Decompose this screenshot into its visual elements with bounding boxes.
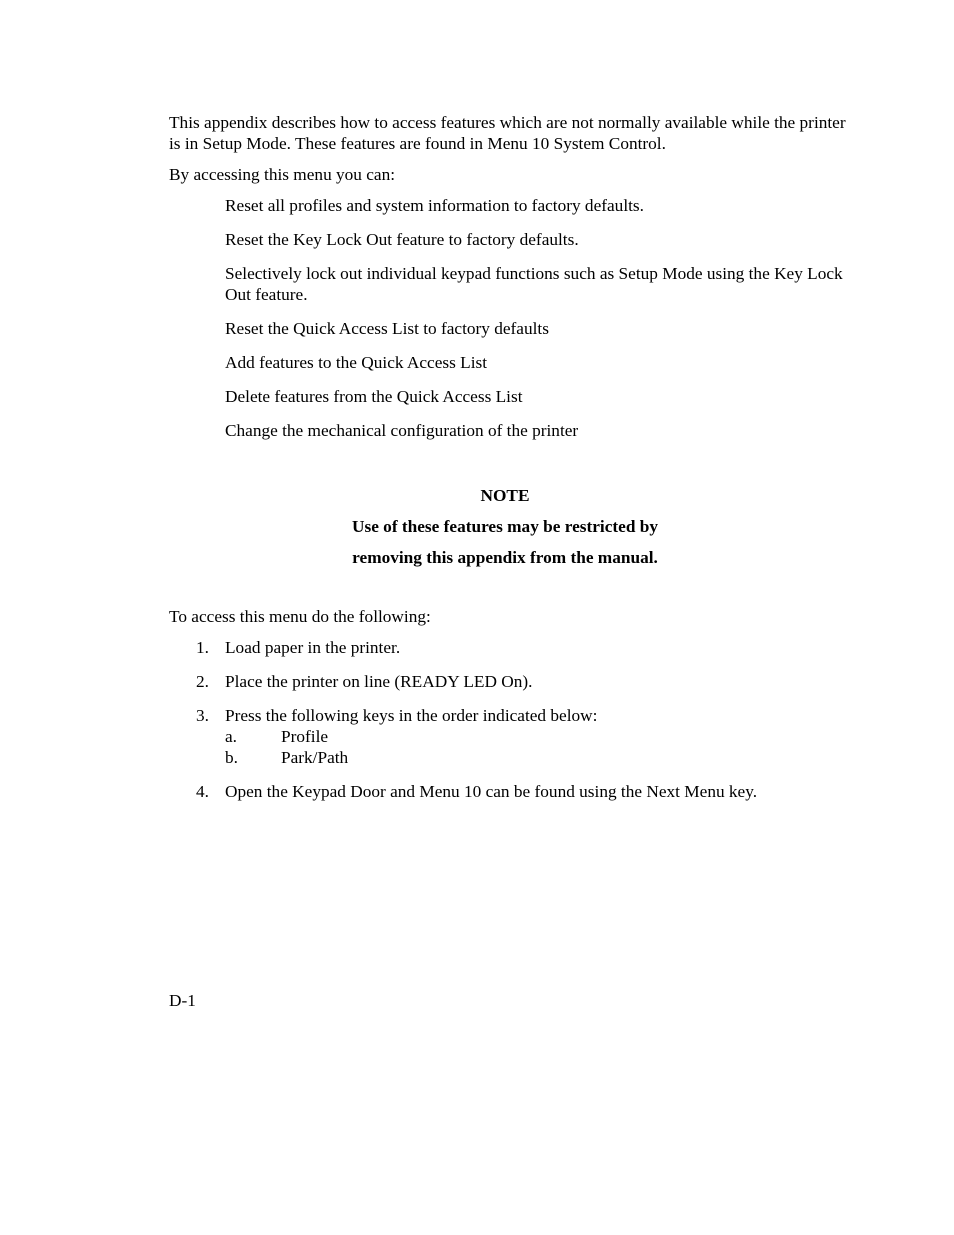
step-text: Open the Keypad Door and Menu 10 can be found using the Next Menu key. [225,782,758,801]
step-text: Place the printer on line (READY LED On). [225,672,533,691]
list-item: Selectively lock out individual keypad functions such as Setup Mode using the Key Lock Out feature. [225,264,843,304]
step-number: 2. [196,672,209,691]
note-line: Use of these features may be restricted by [351,517,659,536]
step-item [169,671,849,692]
intro-paragraph: This appendix describes how to access features which are not normally available while the printer is in Setup Mode. These features are found in Menu 10 System Control. [169,113,846,153]
step-item [169,637,849,658]
list-item: Reset the Key Lock Out feature to factory defaults. [225,230,579,249]
note-block [169,485,841,568]
page-number: D-1 [169,991,196,1010]
key-sequence-list [225,726,849,768]
access-intro: To access this menu do the following: [169,607,431,626]
list-item: Delete features from the Quick Access List [225,387,523,406]
step-number: 4. [196,782,209,801]
key-item [225,747,849,768]
step-number: 1. [196,638,209,657]
list-item: Change the mechanical configuration of the printer [225,421,579,440]
steps-list [169,637,849,802]
list-item: Reset all profiles and system information to factory defaults. [225,196,644,215]
list-item: Add features to the Quick Access List [225,353,488,372]
capabilities-list [169,195,849,441]
key-name: Park/Path [281,748,349,767]
capabilities-lead: By accessing this menu you can: [169,165,396,184]
key-name: Profile [281,727,329,746]
key-item [225,726,849,747]
step-item [169,781,849,802]
note-line: removing this appendix from the manual. [352,548,658,567]
step-text: Press the following keys in the order indicated below: [225,706,598,725]
key-letter: a. [225,727,237,746]
step-number: 3. [196,706,209,725]
page-content [169,112,849,815]
note-title: NOTE [480,486,530,505]
step-item [169,705,849,768]
key-letter: b. [225,748,238,767]
step-text: Load paper in the printer. [225,638,401,657]
list-item: Reset the Quick Access List to factory defaults [225,319,549,338]
